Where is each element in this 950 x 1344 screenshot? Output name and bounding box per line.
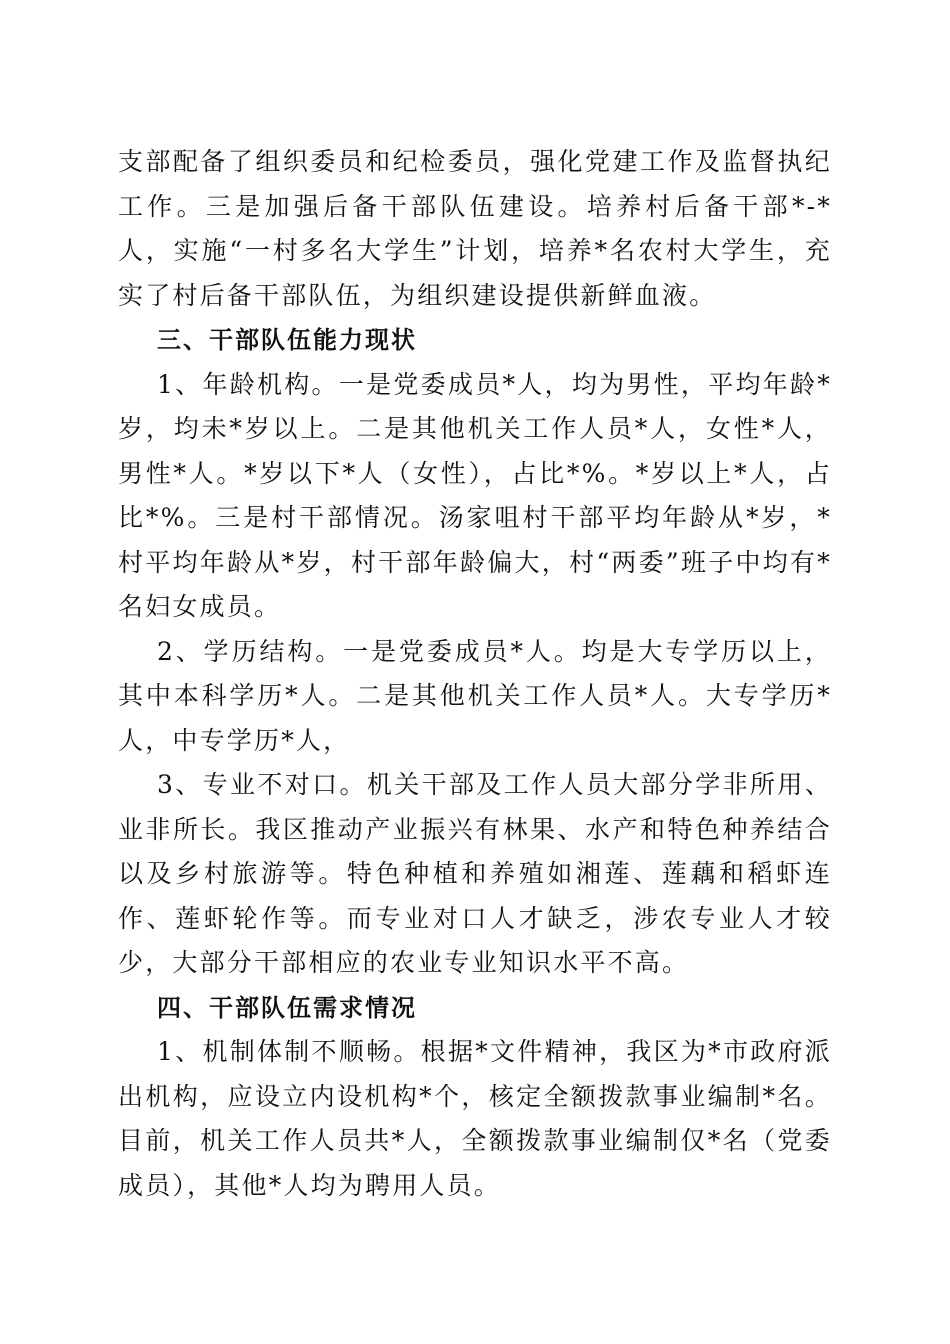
paragraph-age-structure: 1、年龄机构。一是党委成员*人，均为男性，平均年龄*岁，均未*岁以上。二是其他机关工作人员*人，女性*人，男性*人。*岁以下*人（女性），占比*%。*岁以上*人，占比*%。三是村干部情况。汤家咀村干部平均年龄从*岁，*村平均年龄从*岁，村干部年龄偏大，村“两委”班子中均有*名妇女成员。 (118, 369, 832, 621)
paragraph-continuation: 支部配备了组织委员和纪检委员，强化党建工作及监督执纪工作。三是加强后备干部队伍建设。培养村后备干部*-*人，实施“一村多名大学生”计划，培养*名农村大学生，充实了村后备干部队伍，为组织建设提供新鲜血液。 (118, 147, 832, 310)
document-body (118, 140, 832, 1208)
paragraph-specialty-mismatch: 3、专业不对口。机关干部及工作人员大部分学非所用、业非所长。我区推动产业振兴有林果、水产和特色种养结合以及乡村旅游等。特色种植和养殖如湘莲、莲藕和稻虾连作、莲虾轮作等。而专业对口人才缺乏，涉农专业人才较少，大部分干部相应的农业专业知识水平不高。 (118, 770, 832, 977)
paragraph-education-structure: 2、学历结构。一是党委成员*人。均是大专学历以上，其中本科学历*人。二是其他机关工作人员*人。大专学历*人，中专学历*人， (118, 636, 832, 755)
section-heading-4: 四、干部队伍需求情况 (157, 993, 417, 1022)
section-heading-3: 三、干部队伍能力现状 (157, 326, 417, 354)
paragraph-mechanism: 1、机制体制不顺畅。根据*文件精神，我区为*市政府派出机构，应设立内设机构*个，核定全额拨款事业编制*名。目前，机关工作人员共*人，全额拨款事业编制仅*名（党委成员），其他*人均为聘用人员。 (118, 1037, 832, 1200)
